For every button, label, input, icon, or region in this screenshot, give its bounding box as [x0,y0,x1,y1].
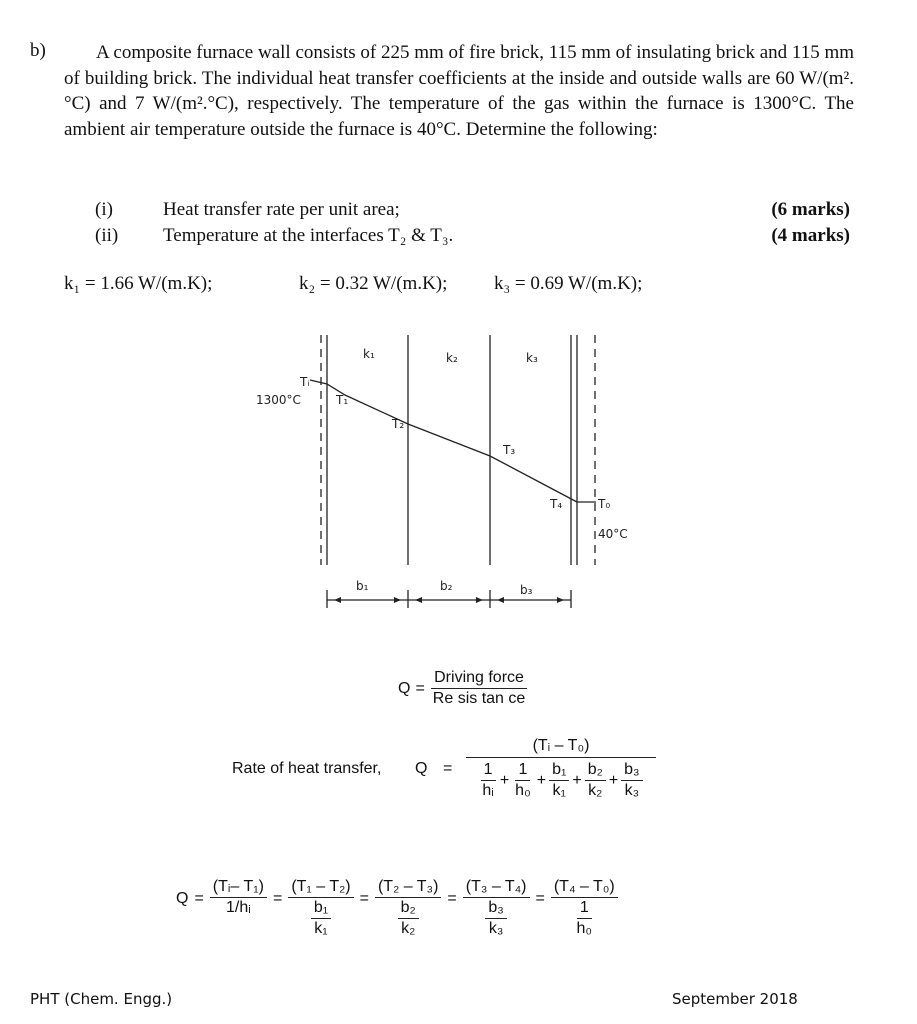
rate-q: Q [415,760,428,777]
item-i-marks: (6 marks) [771,199,850,220]
term-1-over-hi [479,761,496,800]
chain-eq-0: = [194,890,204,907]
footer-date: September 2018 [672,990,798,1008]
term-k2: k₂ [588,782,603,799]
question-label: b) [30,40,46,61]
equals-sign: = [415,679,425,697]
t4-label: T₄ [550,497,563,511]
chain-d5-one: 1 [577,899,592,919]
rate-fraction [466,737,656,800]
t2-label: T₂ [392,417,405,431]
inside-temp-label: 1300°C [256,393,301,407]
rate-denominator [466,761,656,800]
driving-force-text: Driving force [431,669,527,689]
b2-label: b₂ [440,579,453,593]
chain-d5-frac [574,899,596,938]
chain-eq-1: = [272,890,283,907]
item-ii-number: (ii) [95,225,119,246]
term-b2-k2 [585,761,606,800]
t3-label: T₃ [503,443,516,457]
rate-label: Rate of heat transfer, [232,760,382,777]
q-symbol: Q [398,679,411,697]
plus-4: + [608,771,619,789]
chain-n4: (T₃ – T₄) [463,878,530,898]
plus-1: + [499,771,510,789]
term-b3-k3 [621,761,642,800]
driving-force-fraction [430,669,528,708]
resistance-text: Re sis tan ce [432,690,526,707]
to-label: T₀ [598,497,611,511]
k3-label: k₃ [526,351,538,365]
chain-n5: (T₄ – T₀) [551,878,618,898]
plus-3: + [572,771,582,789]
chain-eq-3: = [447,890,457,907]
term-1-num: 1 [481,761,496,781]
b3-label: b₃ [520,583,533,597]
chain-d5 [571,898,599,938]
k2-label: k₂ [446,351,458,365]
chain-q: Q [176,890,189,907]
chain-d1: 1/hᵢ [226,899,251,916]
k1-value: k₁ = 1.66 W/(m.K); [64,273,213,294]
term-b2: b₂ [585,761,606,781]
rate-numerator: (Tᵢ – T₀) [466,737,656,758]
chain-term-1 [210,878,267,917]
k3-value: k₃ = 0.69 W/(m.K); [494,273,643,294]
chain-d3-b2: b₂ [398,899,419,919]
chain-eq-2: = [359,890,369,907]
chain-d4-b3: b₃ [485,899,506,919]
question-text: A composite furnace wall consists of 225 mm of fire brick, 115 mm of insulating brick and 115 mm of building brick. The individual heat transfer coefficients at the inside and outside walls are 60 W/(m².°C) and 7 W/(m².°C), respectively. The temperature of the gas within the furnace is 1300°C. The ambient air temperature outside the furnace is 40°C. Determine the following: [64,42,854,140]
item-ii-marks: (4 marks) [771,225,850,246]
chain-d5-ho: h₀ [576,920,593,937]
chain-term-4 [463,878,530,938]
chain-d3-frac [398,899,419,938]
chain-d2 [308,898,334,938]
term-k1: k₁ [552,782,566,799]
outside-temp-label: 40°C [598,527,628,541]
chain-term-5 [551,878,618,938]
plus-2: + [536,771,547,789]
arrow-b1-right [394,597,401,603]
rate-equals: = [443,760,453,777]
k1-label: k₁ [363,347,375,361]
chain-d2-k1: k₁ [314,920,328,937]
chain-d2-b1: b₁ [311,899,331,919]
arrow-b1-left [334,597,341,603]
chain-d3-k2: k₂ [401,920,416,937]
item-i-number: (i) [95,199,113,220]
chain-d4-k3: k₃ [488,920,504,937]
chain-n3: (T₂ – T₃) [375,878,441,898]
chain-term-2 [288,878,353,938]
chain-d4-frac [485,899,506,938]
term-b1: b₁ [549,761,569,781]
chain-equation [176,878,618,938]
footer-course: PHT (Chem. Engg.) [30,990,173,1008]
arrow-b2-left [415,597,422,603]
chain-d3 [395,898,422,938]
driving-force-equation [398,669,528,708]
term-1-over-ho [512,761,534,800]
ti-label: Tᵢ [300,375,310,389]
term-b3: b₃ [621,761,642,781]
arrow-b3-right [557,597,564,603]
arrow-b3-left [497,597,504,603]
chain-term-3 [375,878,441,938]
term-2-num: 1 [515,761,530,781]
arrow-b2-right [476,597,483,603]
term-ho: h₀ [515,782,531,799]
chain-eq-4: = [535,890,545,907]
item-i-text: Heat transfer rate per unit area; [163,199,400,220]
t1-label: T₁ [336,393,349,407]
term-b1-k1 [549,761,569,800]
term-k3: k₃ [624,782,640,799]
temperature-profile [310,380,577,502]
chain-d4 [482,898,509,938]
term-hi: hᵢ [482,782,494,799]
chain-n2: (T₁ – T₂) [288,878,353,898]
k2-value: k₂ = 0.32 W/(m.K); [299,273,448,294]
b1-label: b₁ [356,579,369,593]
item-ii-text: Temperature at the interfaces T₂ & T₃. [163,225,454,246]
chain-d2-frac [311,899,331,938]
chain-n1: (Tᵢ– T₁) [210,878,267,898]
